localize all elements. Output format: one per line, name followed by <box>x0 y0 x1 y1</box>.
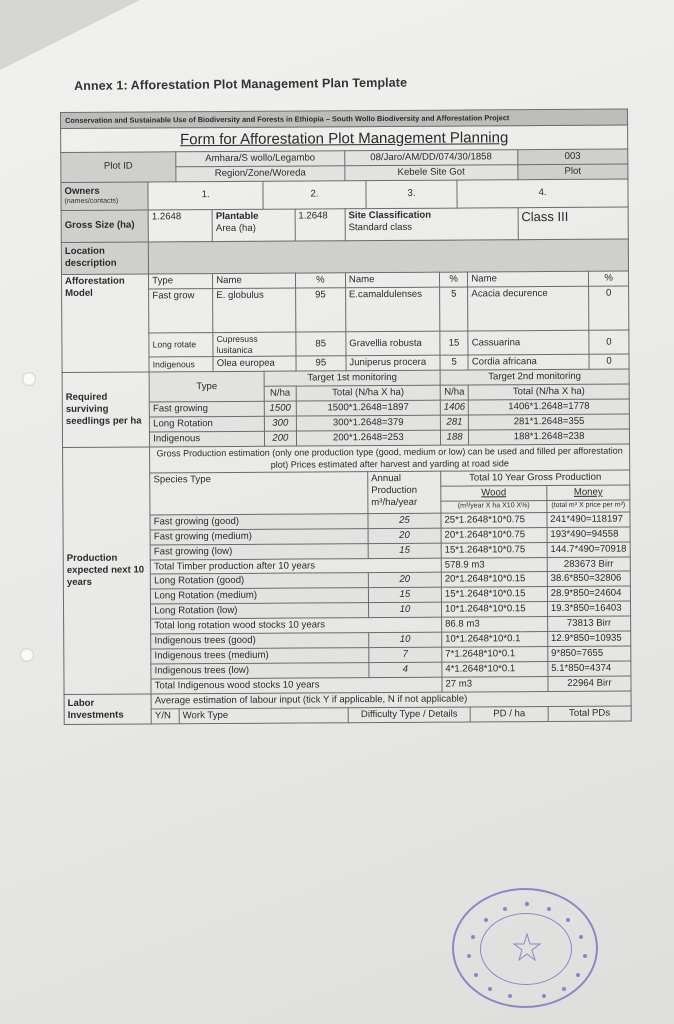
model-name-fast-2: E.camaldulenses <box>345 287 439 332</box>
labor-work-type-header: Work Type <box>179 708 348 724</box>
prod-wood-indig-medium: 7*1.2648*10*0.1 <box>442 647 548 663</box>
prod-wood-long-good: 20*1.2648*10*0.15 <box>441 572 547 588</box>
site-label: Site Classification <box>348 209 432 222</box>
money-sub-header: (total m³ X price per m³) <box>547 500 630 512</box>
prod-total-long-wood: 86.8 m3 <box>442 617 548 633</box>
prod-species-indig-low: Indigenous trees (low) <box>151 663 369 679</box>
prod-annual-fast-low: 15 <box>368 543 441 558</box>
model-name-long-2: Gravellia robusta <box>346 331 440 356</box>
site-class-value: Class III <box>518 207 629 240</box>
model-name-long-3: Cassuarina <box>468 330 589 355</box>
model-type-indigenous: Indigenous <box>149 357 213 372</box>
model-type-header: Type <box>149 274 213 289</box>
model-pct-fast-3: 0 <box>589 286 629 330</box>
model-pct-header-1: % <box>295 273 345 288</box>
prod-total-indig-label: Total Indigenous wood stocks 10 years <box>151 678 442 695</box>
labor-pd-ha-header: PD / ha <box>470 707 548 722</box>
seal-inner-ring <box>480 913 572 985</box>
prod-annual-long-good: 20 <box>368 573 441 588</box>
prod-money-indig-medium: 9*850=7655 <box>548 646 631 661</box>
seed-n1-fast: 1500 <box>264 401 296 416</box>
target2-header: Target 2nd monitoring <box>440 369 629 385</box>
prod-wood-indig-low: 4*1.2648*10*0.1 <box>442 662 548 678</box>
prod-species-long-medium: Long Rotation (medium) <box>151 588 369 604</box>
model-name-long-1: Cupresuss lusitanica <box>213 332 296 357</box>
plot-label: Plot <box>518 164 628 180</box>
plantable-label: Plantable <box>215 210 259 223</box>
seedlings-label: Required surviving seedlings per ha <box>62 372 150 447</box>
prod-annual-fast-good: 25 <box>368 513 441 528</box>
owner-3: 3. <box>366 180 457 209</box>
prod-species-indig-good: Indigenous trees (good) <box>151 633 369 649</box>
form-table <box>60 109 632 726</box>
prod-annual-fast-medium: 20 <box>368 528 441 543</box>
seed-type-fast: Fast growing <box>149 402 264 418</box>
prod-wood-fast-good: 25*1.2648*10*0.75 <box>441 512 547 528</box>
punch-hole-bottom <box>20 648 34 662</box>
seed-type-long: Long Rotation <box>150 417 265 433</box>
seed-n1-long: 300 <box>264 416 296 431</box>
prod-annual-long-medium: 15 <box>368 588 441 603</box>
prod-species-fast-good: Fast growing (good) <box>150 513 368 529</box>
model-pct-indigenous-2: 5 <box>440 355 468 370</box>
model-pct-long-3: 0 <box>589 330 629 355</box>
owners-sub: (names/contacts) <box>64 197 119 206</box>
prod-annual-indig-medium: 7 <box>369 648 442 663</box>
total-10yr-header: Total 10 Year Gross Production <box>441 470 630 486</box>
gross-size-label: Gross Size (ha) <box>61 210 148 243</box>
target1-header: Target 1st monitoring <box>264 371 440 387</box>
plot-id-label: Plot ID <box>61 152 176 183</box>
seed-t1-indigenous: 200*1.2648=253 <box>296 431 440 447</box>
prod-species-fast-medium: Fast growing (medium) <box>150 528 368 544</box>
prod-species-long-low: Long Rotation (low) <box>151 603 369 619</box>
prod-money-long-good: 38.6*850=32806 <box>547 572 630 587</box>
kebele-code-value: 08/Jaro/AM/DD/074/30/1858 <box>345 150 518 166</box>
prod-money-fast-low: 144.7*490=70918 <box>547 542 630 557</box>
owner-1: 1. <box>148 181 263 210</box>
owners-title: Owners <box>64 185 100 198</box>
owner-2: 2. <box>263 181 366 210</box>
location-label: Location description <box>61 242 148 275</box>
annex-title: Annex 1: Afforestation Plot Management Plan Template <box>74 75 408 93</box>
prod-money-indig-low: 5.1*850=4374 <box>548 661 631 676</box>
model-name-fast-3: Acacia decurence <box>468 286 589 331</box>
labor-label: Labor Investments <box>64 694 151 725</box>
prod-money-long-low: 19.3*850=16403 <box>547 601 630 616</box>
seed-t2-long: 281*1.2648=355 <box>469 414 630 430</box>
gross-size-value: 1.2648 <box>148 210 212 242</box>
target2-total-header: Total (N/ha X ha) <box>468 384 629 400</box>
model-pct-fast-2: 5 <box>440 287 469 331</box>
seedlings-type-header: Type <box>149 372 264 403</box>
prod-money-fast-medium: 193*490=94558 <box>547 527 630 542</box>
model-pct-long-1: 85 <box>296 332 346 357</box>
prod-total-timber-wood: 578.9 m3 <box>441 557 547 573</box>
prod-money-fast-good: 241*490=118197 <box>547 512 630 527</box>
prod-species-indig-medium: Indigenous trees (medium) <box>151 648 369 664</box>
target1-nha-header: N/ha <box>264 386 296 401</box>
plantable-value: 1.2648 <box>295 209 345 241</box>
prod-annual-long-low: 10 <box>368 603 441 618</box>
model-pct-header-3: % <box>589 271 629 286</box>
model-label: Afforestation Model <box>61 274 149 373</box>
prod-wood-long-medium: 15*1.2648*10*0.15 <box>441 587 547 603</box>
afforestation-form <box>60 109 632 726</box>
prod-total-timber-money: 283673 Birr <box>547 557 630 572</box>
model-name-indigenous-2: Juniperus procera <box>346 356 440 372</box>
punch-hole-top <box>22 372 36 386</box>
page-corner-shadow <box>0 0 140 70</box>
model-name-indigenous-3: Cordia africana <box>468 355 589 371</box>
prod-species-fast-low: Fast growing (low) <box>150 543 368 559</box>
prod-total-indig-money: 22964 Birr <box>548 676 631 691</box>
production-label <box>63 447 152 695</box>
prod-annual-indig-good: 10 <box>369 633 442 648</box>
prod-annual-indig-low: 4 <box>369 663 442 678</box>
prod-wood-fast-medium: 20*1.2648*10*0.75 <box>441 527 547 543</box>
model-name-header-1: Name <box>213 273 296 288</box>
seed-n2-long: 281 <box>440 415 468 430</box>
model-name-header-2: Name <box>345 272 439 288</box>
seed-t2-indigenous: 188*1.2648=238 <box>469 429 630 445</box>
seed-n1-indigenous: 200 <box>264 431 296 446</box>
model-pct-indigenous-1: 95 <box>296 356 346 371</box>
species-type-header: Species Type <box>150 471 368 514</box>
production-label-text: Production expected next 10 years <box>66 553 145 589</box>
plantable-sub: Area (ha) <box>215 222 256 235</box>
site-sub: Standard class <box>348 221 413 234</box>
labor-yn-header: Y/N <box>151 709 179 724</box>
site-classification <box>345 208 518 241</box>
labor-difficulty-header: Difficulty Type / Details <box>348 707 471 723</box>
prod-wood-indig-good: 10*1.2648*10*0.1 <box>442 632 548 648</box>
official-seal-icon <box>452 888 598 1008</box>
wood-header: Wood <box>441 485 547 501</box>
project-banner: Conservation and Sustainable Use of Biodiversity and Forests in Ethiopia – South Wollo Biodiversity and Afforestation Project <box>61 109 628 129</box>
prod-total-indig-wood: 27 m3 <box>442 677 548 693</box>
model-type-fast: Fast grow <box>149 289 213 333</box>
annual-production-header: Annual Production m³/ha/year <box>368 471 441 513</box>
prod-money-indig-good: 12.9*850=10935 <box>547 631 630 646</box>
model-pct-fast-1: 95 <box>295 288 345 332</box>
model-name-indigenous-1: Olea europea <box>213 356 296 371</box>
seed-n2-fast: 1406 <box>440 400 468 415</box>
seed-t1-fast: 1500*1.2648=1897 <box>296 401 440 417</box>
money-header: Money <box>547 485 630 500</box>
owner-4: 4. <box>457 179 628 208</box>
wood-sub-header: (m³/year X ha X10 X%) <box>441 500 547 512</box>
model-name-header-3: Name <box>468 271 589 287</box>
target1-total-header: Total (N/ha X ha) <box>296 386 440 402</box>
seed-n2-indigenous: 188 <box>440 430 468 445</box>
model-pct-long-2: 15 <box>440 331 468 356</box>
model-pct-indigenous-3: 0 <box>589 354 629 369</box>
region-label: Region/Zone/Woreda <box>176 166 345 182</box>
kebele-code-label: Kebele Site Got <box>345 165 518 181</box>
prod-money-long-medium: 28.9*850=24604 <box>547 586 630 601</box>
prod-total-long-money: 73813 Birr <box>547 616 630 631</box>
prod-species-long-good: Long Rotation (good) <box>151 573 369 589</box>
seed-t2-fast: 1406*1.2648=1778 <box>469 399 630 415</box>
model-type-long: Long rotate <box>149 333 213 358</box>
labor-note: Average estimation of labour input (tick Y if applicable, N if not applicable) <box>151 691 631 709</box>
labor-total-pds-header: Total PDs <box>548 706 631 721</box>
prod-wood-long-low: 10*1.2648*10*0.15 <box>441 602 547 618</box>
plantable-area <box>212 209 295 242</box>
prod-wood-fast-low: 15*1.2648*10*0.75 <box>441 542 547 558</box>
region-value: Amhara/S wollo/Legambo <box>176 151 345 167</box>
form-title: Form for Afforestation Plot Management Planning <box>61 125 628 152</box>
prod-total-timber-label: Total Timber production after 10 years <box>150 558 441 575</box>
owners-label <box>61 182 148 211</box>
plot-value: 003 <box>517 149 627 165</box>
model-name-fast-1: E. globulus <box>213 288 296 333</box>
target2-nha-header: N/ha <box>440 385 468 400</box>
seed-t1-long: 300*1.2648=379 <box>296 416 440 432</box>
location-value <box>149 239 629 274</box>
prod-total-long-label: Total long rotation wood stocks 10 years <box>151 618 442 635</box>
model-pct-header-2: % <box>439 272 467 287</box>
production-note: Gross Production estimation (only one production type (good, medium or low) can be used and filled per afforestation plot) Prices estimated after harvest and yarding at road side <box>150 444 630 472</box>
seed-type-indigenous: Indigenous <box>150 432 265 448</box>
